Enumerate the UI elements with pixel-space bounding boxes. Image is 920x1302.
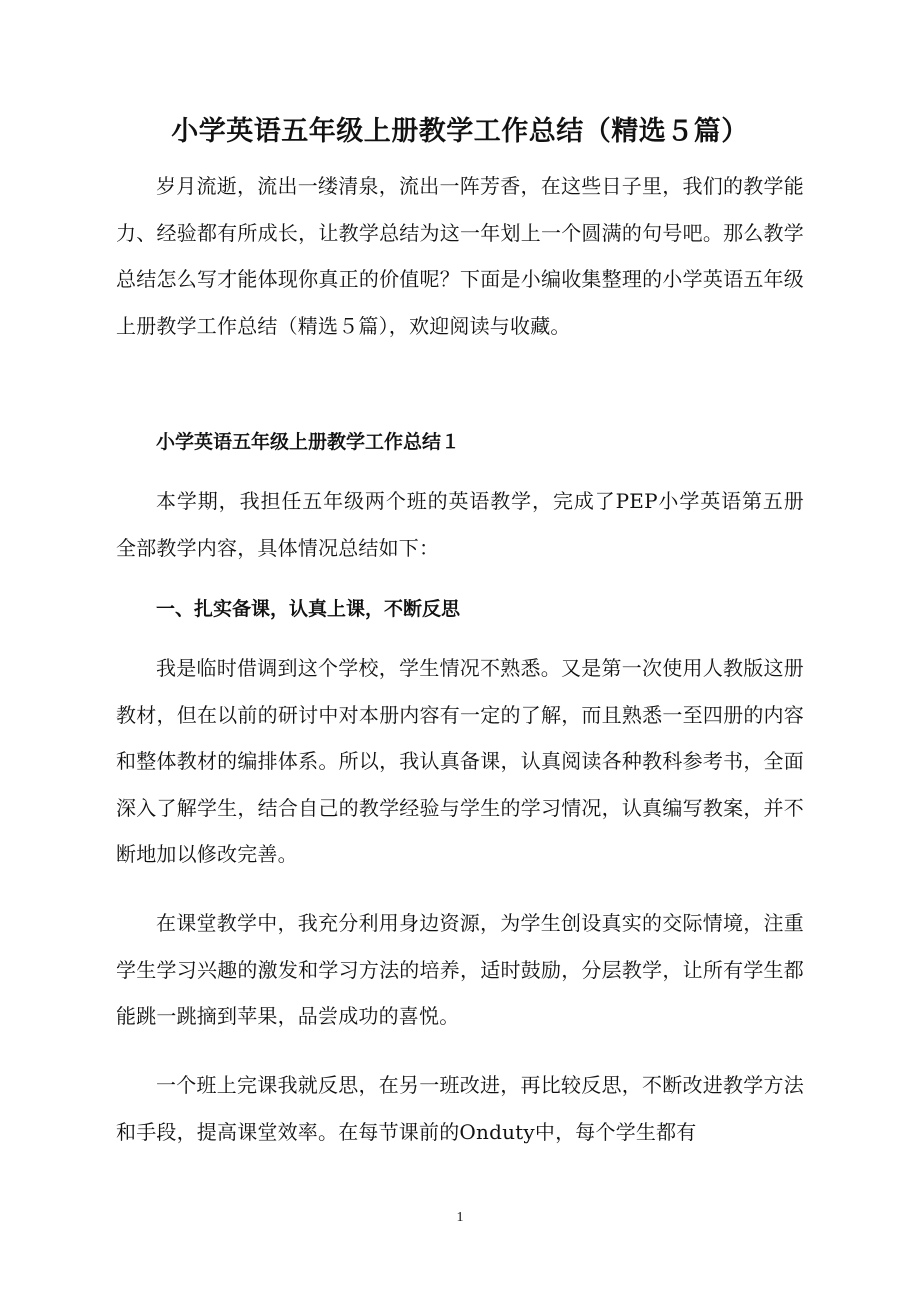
body-paragraph-2: 我是临时借调到这个学校，学生情况不熟悉。又是第一次使用人教版这册教材，但在以前的研讨中对本册内容有一定的了解，而且熟悉一至四册的内容和整体教材的编排体系。所以，我认真备课，认真阅读各种教科参考书，全面深入了解学生，结合自己的教学经验与学生的学习情况，认真编写教案，并不断地加以修改完善。 [116, 656, 804, 866]
section-title: 小学英语五年级上册教学工作总结１ [156, 431, 461, 453]
intro-paragraph: 岁月流逝，流出一缕清泉，流出一阵芳香，在这些日子里，我们的教学能力、经验都有所成长，让教学总结为这一年划上一个圆满的句号吧。那么教学总结怎么写才能体现你真正的价值呢？下面是小编收集整理的小学英语五年级上册教学工作总结（精选５篇），欢迎阅读与收藏。 [116, 174, 804, 338]
document-title: 小学英语五年级上册教学工作总结（精选５篇） [171, 116, 749, 147]
page-number: 1 [456, 1210, 464, 1225]
body-paragraph-4: 一个班上完课我就反思，在另一班改进，再比较反思，不断改进教学方法和手段，提高课堂效率。在每节课前的Onduty中，每个学生都有 [116, 1073, 804, 1144]
body-paragraph-3: 在课堂教学中，我充分利用身边资源，为学生创设真实的交际情境，注重学生学习兴趣的激发和学习方法的培养，适时鼓励，分层教学，让所有学生都能跳一跳摘到苹果，品尝成功的喜悦。 [116, 911, 804, 1028]
body-paragraph-1: 本学期，我担任五年级两个班的英语教学，完成了PEP小学英语第五册全部教学内容，具体情况总结如下： [116, 489, 804, 560]
subheading: 一、扎实备课，认真上课，不断反思 [156, 598, 461, 620]
